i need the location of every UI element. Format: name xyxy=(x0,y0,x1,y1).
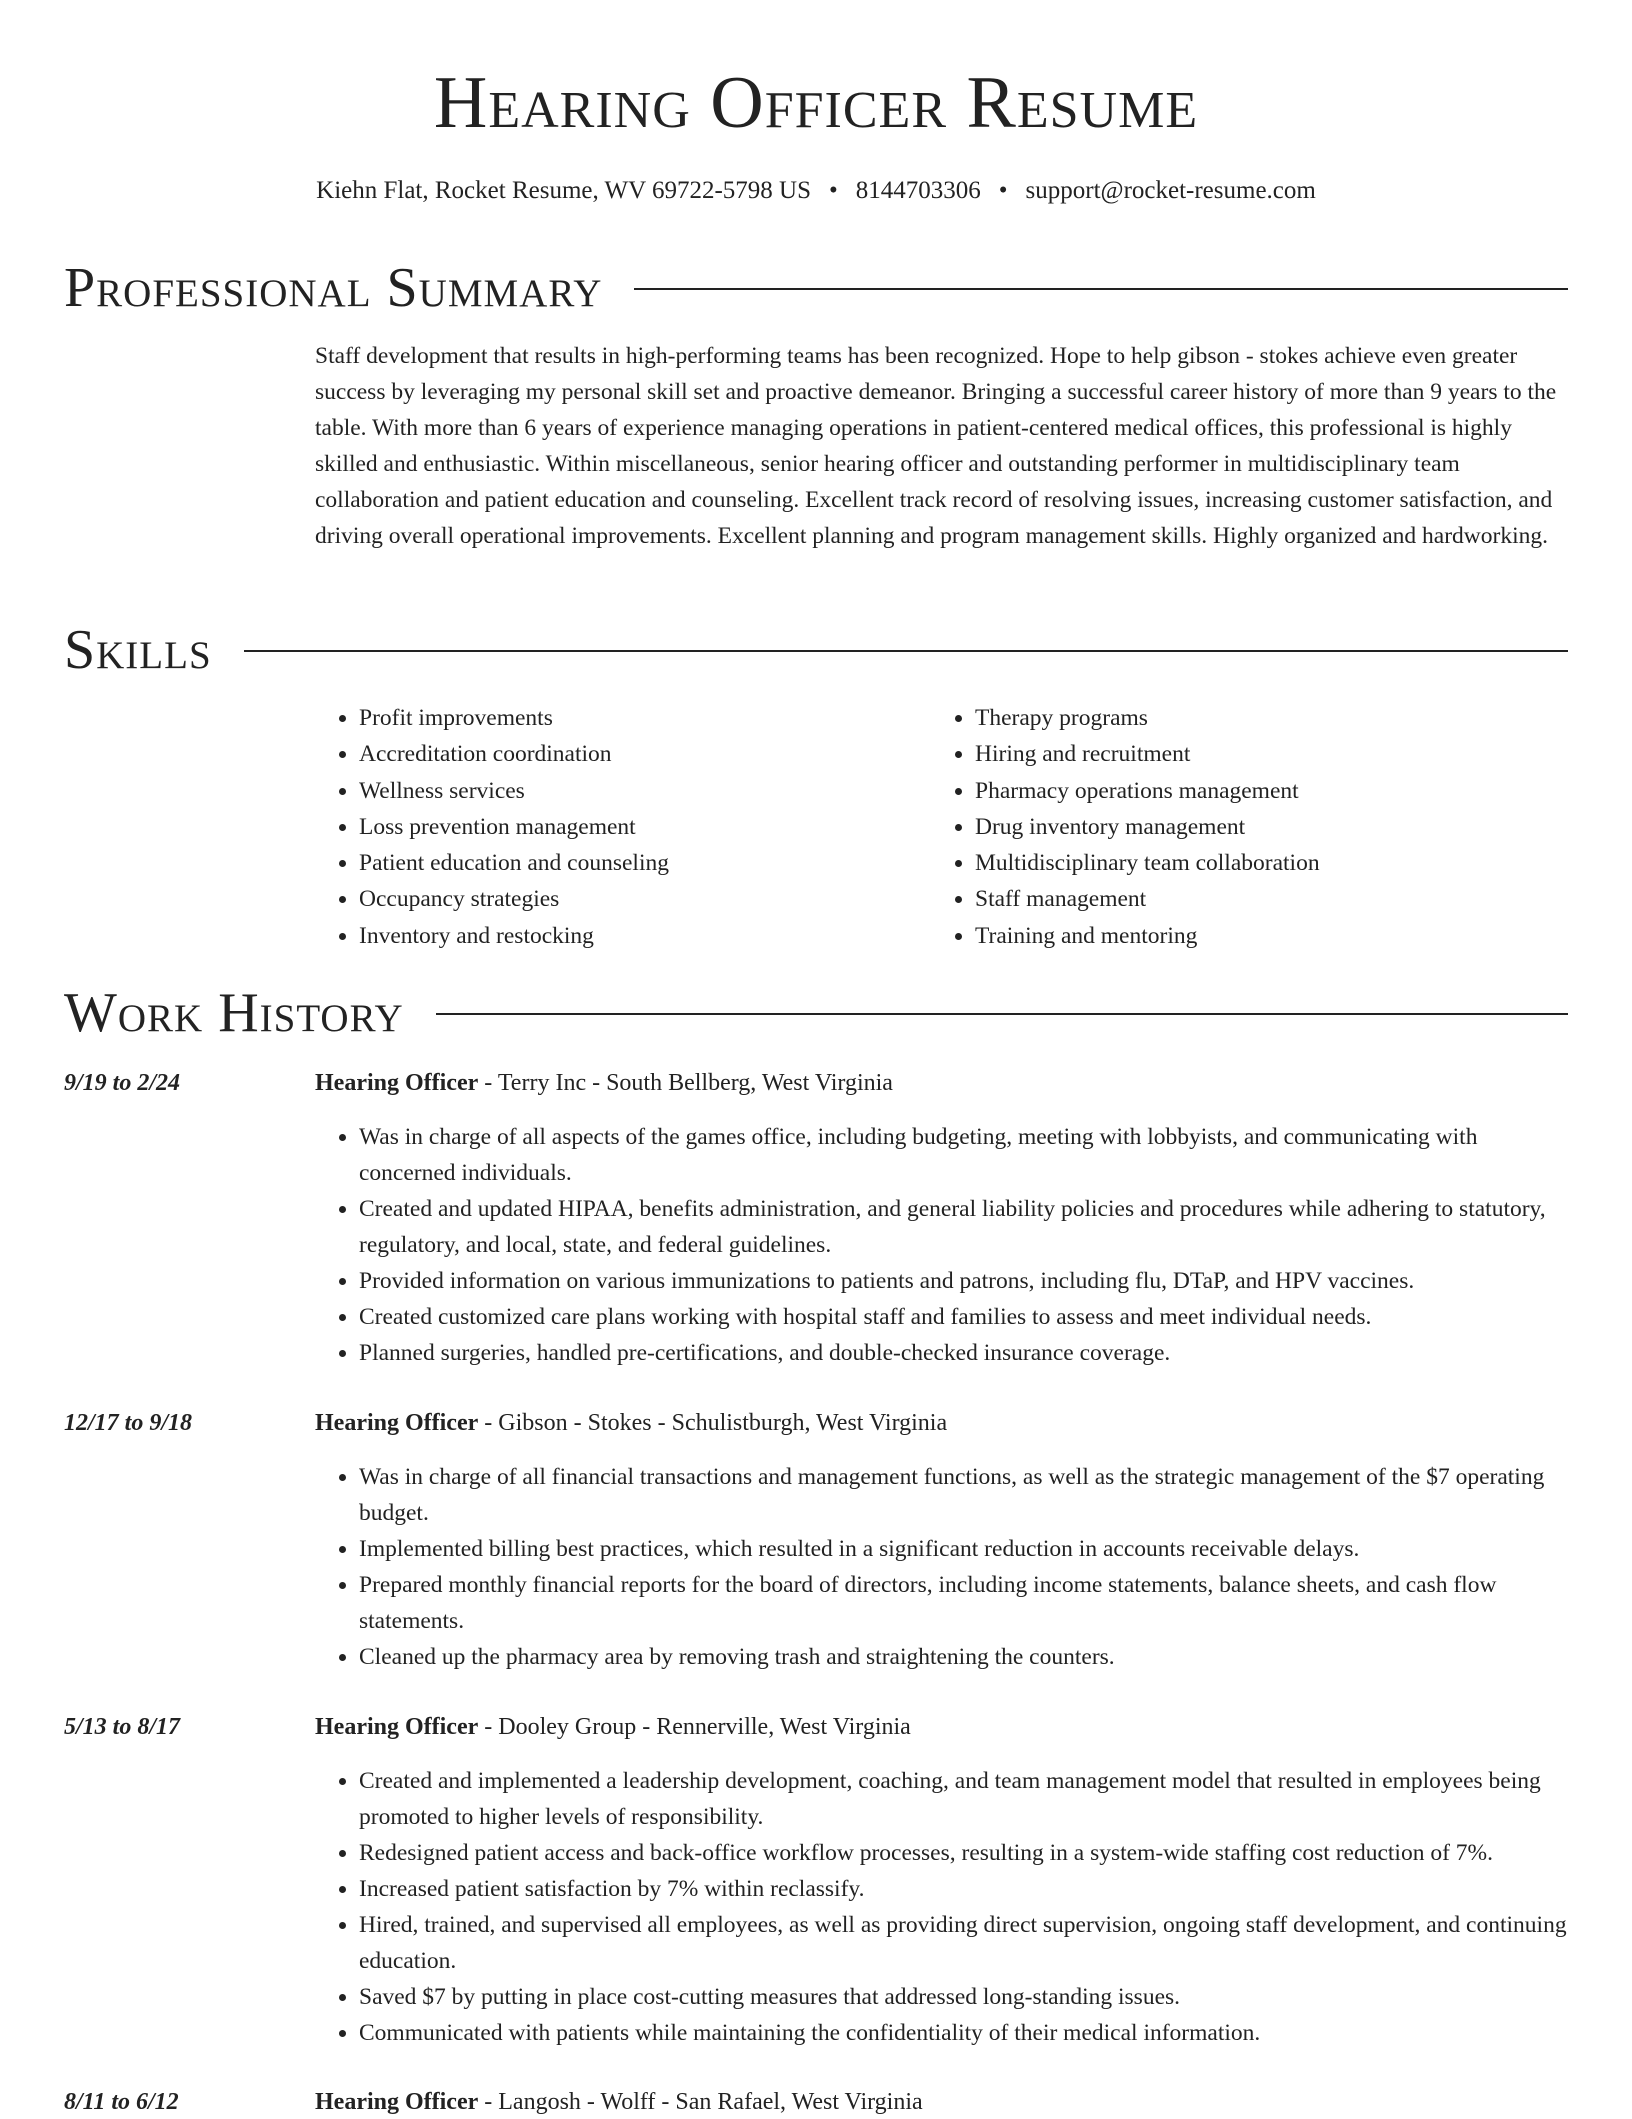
job-dates: 8/11 to 6/12 xyxy=(64,2089,179,2115)
skill-item: • Therapy programs xyxy=(975,700,1320,736)
job-bullet: • Created and updated HIPAA, benefits administration, and general liability policies and procedures while adhering to statutory, regulatory, and local, state, and federal guidelines. xyxy=(359,1191,1568,1263)
section-divider xyxy=(244,650,1568,652)
job-bullet: • Was in charge of all financial transactions and management functions, as well as the strategic management of the $7 operating budget. xyxy=(359,1459,1568,1531)
section-divider xyxy=(634,288,1568,290)
summary-text: Staff development that results in high-performing teams has been recognized. Hope to help gibson - stokes achieve even greater success by leveraging my personal skill set and proactive demeanor. Bringing a successful career history of more than 9 years to the table. With more than 6 years of experience managing operations in patient-centered medical offices, this professional is highly skilled and enthusiastic. Within miscellaneous, senior hearing officer and outstanding performer in multidisciplinary team collaboration and patient education and counseling. Excellent track record of resolving issues, increasing customer satisfaction, and driving overall operational improvements. Excellent planning and program management skills. Highly organized and hardworking. xyxy=(315,343,1557,549)
skill-item: • Training and mentoring xyxy=(975,918,1320,954)
job-bullet: • Hired, trained, and supervised all employees, as well as providing direct supervision, ongoing staff development, and continuing education. xyxy=(359,1907,1568,1979)
job-bullet: • Cleaned up the pharmacy area by removing trash and straightening the counters. xyxy=(359,1639,1568,1675)
skill-item: • Occupancy strategies xyxy=(359,881,669,917)
job-bullet: • Communicated with patients while maintaining the confidentiality of their medical information. xyxy=(359,2015,1568,2051)
job-dates: 12/17 to 9/18 xyxy=(64,1410,193,1436)
email-link[interactable]: support@rocket-resume.com xyxy=(1025,177,1316,204)
summary-section-header xyxy=(64,256,1568,320)
separator-dot: • xyxy=(829,177,838,204)
phone: 8144703306 xyxy=(855,177,981,204)
job-title: Hearing Officer xyxy=(315,1714,479,1740)
job-bullet: • Created and implemented a leadership development, coaching, and team management model that resulted in employees being promoted to higher levels of responsibility. xyxy=(359,1763,1568,1835)
skills-list-left xyxy=(315,700,669,954)
job-bullet: • Redesigned patient access and back-office workflow processes, resulting in a system-wide staffing cost reduction of 7%. xyxy=(359,1835,1568,1871)
section-divider xyxy=(436,1013,1568,1015)
job-dates: 5/13 to 8/17 xyxy=(64,1714,181,1740)
resume-title: Hearing Officer Resume xyxy=(433,62,1199,144)
job-details: - Langosh - Wolff - San Rafael, West Virginia xyxy=(478,2089,923,2115)
skills-section-header xyxy=(64,618,1568,682)
summary-heading: Professional Summary xyxy=(64,257,603,319)
skill-item: • Patient education and counseling xyxy=(359,845,669,881)
job-bullet: • Provided information on various immunizations to patients and patrons, including flu, DTaP, and HPV vaccines. xyxy=(359,1263,1568,1299)
job-dates: 9/19 to 2/24 xyxy=(64,1070,181,1096)
job-title: Hearing Officer xyxy=(315,1410,479,1436)
separator-dot: • xyxy=(998,177,1008,204)
job-bullets xyxy=(315,1119,1568,1371)
work-heading: Work History xyxy=(64,982,404,1044)
skill-item: • Wellness services xyxy=(359,773,669,809)
skill-item: • Pharmacy operations management xyxy=(975,773,1320,809)
job-bullet: • Increased patient satisfaction by 7% within reclassify. xyxy=(359,1871,1568,1907)
job-header xyxy=(315,1406,947,1440)
skill-item: • Inventory and restocking xyxy=(359,918,669,954)
skill-item: • Loss prevention management xyxy=(359,809,669,845)
job-header xyxy=(315,2085,923,2119)
skills-list-right xyxy=(931,700,1320,954)
job-bullet: • Planned surgeries, handled pre-certifications, and double-checked insurance coverage. xyxy=(359,1335,1568,1371)
job-bullets xyxy=(315,1763,1568,2051)
job-bullet: • Created customized care plans working with hospital staff and families to assess and meet individual needs. xyxy=(359,1299,1568,1335)
job-header xyxy=(315,1066,893,1100)
skill-item: • Hiring and recruitment xyxy=(975,736,1320,772)
skill-item: • Profit improvements xyxy=(359,700,669,736)
job-bullet: • Was in charge of all aspects of the games office, including budgeting, meeting with lobbyists, and communicating with concerned individuals. xyxy=(359,1119,1568,1191)
job-bullets xyxy=(315,1459,1568,1675)
skill-item: • Drug inventory management xyxy=(975,809,1320,845)
job-title: Hearing Officer xyxy=(315,1070,479,1096)
job-details: - Terry Inc - South Bellberg, West Virginia xyxy=(478,1070,893,1096)
job-bullet: • Implemented billing best practices, which resulted in a significant reduction in accounts receivable delays. xyxy=(359,1531,1568,1567)
work-section-header xyxy=(64,981,1568,1045)
contact-line xyxy=(0,174,1632,208)
job-bullet: • Saved $7 by putting in place cost-cutting measures that addressed long-standing issues. xyxy=(359,1979,1568,2015)
skill-item: • Multidisciplinary team collaboration xyxy=(975,845,1320,881)
skill-item: • Accreditation coordination xyxy=(359,736,669,772)
job-title: Hearing Officer xyxy=(315,2089,479,2115)
job-header xyxy=(315,1710,911,1744)
job-bullet: • Prepared monthly financial reports for the board of directors, including income statements, balance sheets, and cash flow statements. xyxy=(359,1567,1568,1639)
job-details: - Gibson - Stokes - Schulistburgh, West Virginia xyxy=(478,1410,948,1436)
skills-heading: Skills xyxy=(64,619,212,681)
skill-item: • Staff management xyxy=(975,881,1320,917)
job-details: - Dooley Group - Rennerville, West Virginia xyxy=(478,1714,911,1740)
address: Kiehn Flat, Rocket Resume, WV 69722-5798 US xyxy=(316,177,812,204)
